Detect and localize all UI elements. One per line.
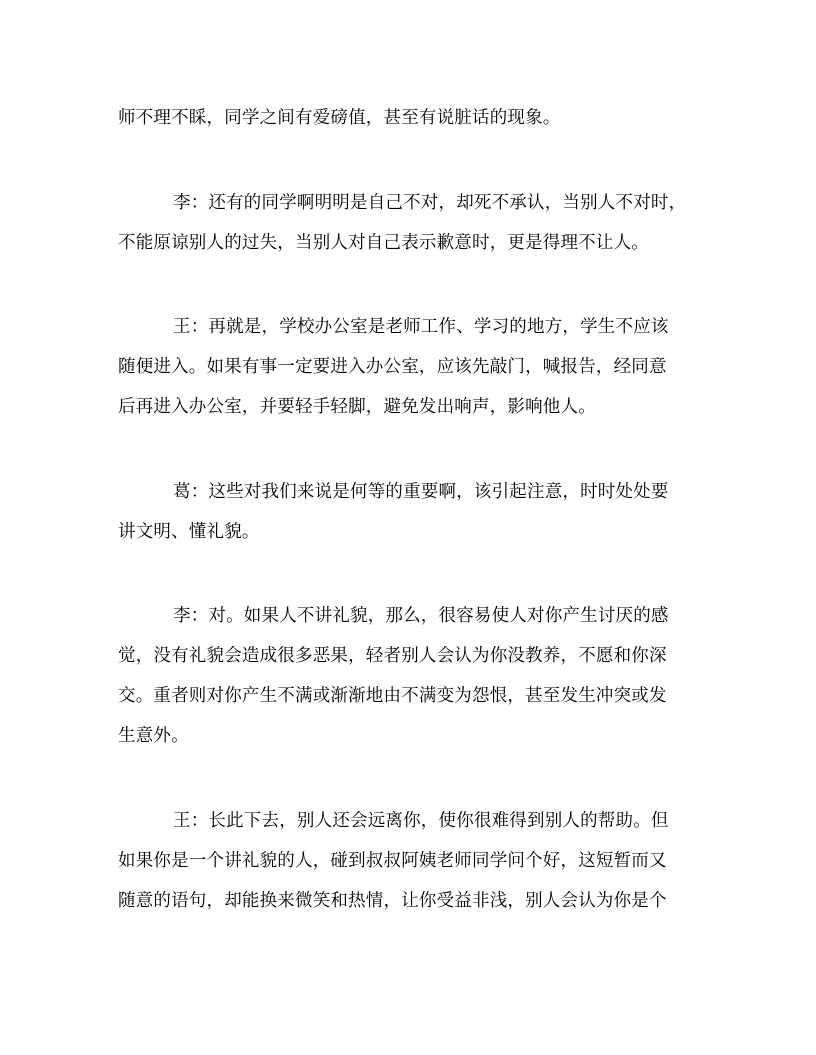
paragraph-3-line-3: 后再进入办公室，并要轻手轻脚，避免发出响声，影响他人。 <box>118 397 596 417</box>
paragraph-4-line-1: 葛：这些对我们来说是何等的重要啊，该引起注意，时时处处要 <box>173 482 669 502</box>
paragraph-6-line-2: 如果你是一个讲礼貌的人，碰到叔叔阿姨老师同学问个好，这短暂而又 <box>118 851 667 871</box>
paragraph-6-line-1: 王：长此下去，别人还会远离你，使你很难得到别人的帮助。但 <box>173 811 669 831</box>
paragraph-5-line-1: 李：对。如果人不讲礼貌，那么，很容易使人对你产生讨厌的感 <box>173 606 669 626</box>
paragraph-6-line-3: 随意的语句，却能换来微笑和热情，让你受益非浅，别人会认为你是个 <box>118 891 667 911</box>
paragraph-5-line-3: 交。重者则对你产生不满或渐渐地由不满变为怨恨，甚至发生冲突或发 <box>118 686 667 706</box>
paragraph-3-line-2: 随便进入。如果有事一定要进入办公室，应该先敲门，喊报告，经同意 <box>118 357 667 377</box>
paragraph-4-line-2: 讲文明、懂礼貌。 <box>118 522 260 542</box>
paragraph-2-line-2: 不能原谅别人的过失，当别人对自己表示歉意时，更是得理不让人。 <box>118 233 649 253</box>
paragraph-2-line-1: 李：还有的同学啊明明是自己不对，却死不承认，当别人不对时， <box>173 193 687 213</box>
paragraph-1-line-1: 师不理不睬，同学之间有爱磅值，甚至有说脏话的现象。 <box>118 108 561 128</box>
paragraph-5-line-2: 觉，没有礼貌会造成很多恶果，轻者别人会认为你没教养，不愿和你深 <box>118 646 667 666</box>
paragraph-3-line-1: 王：再就是，学校办公室是老师工作、学习的地方，学生不应该 <box>173 317 669 337</box>
paragraph-5-line-4: 生意外。 <box>118 726 189 746</box>
